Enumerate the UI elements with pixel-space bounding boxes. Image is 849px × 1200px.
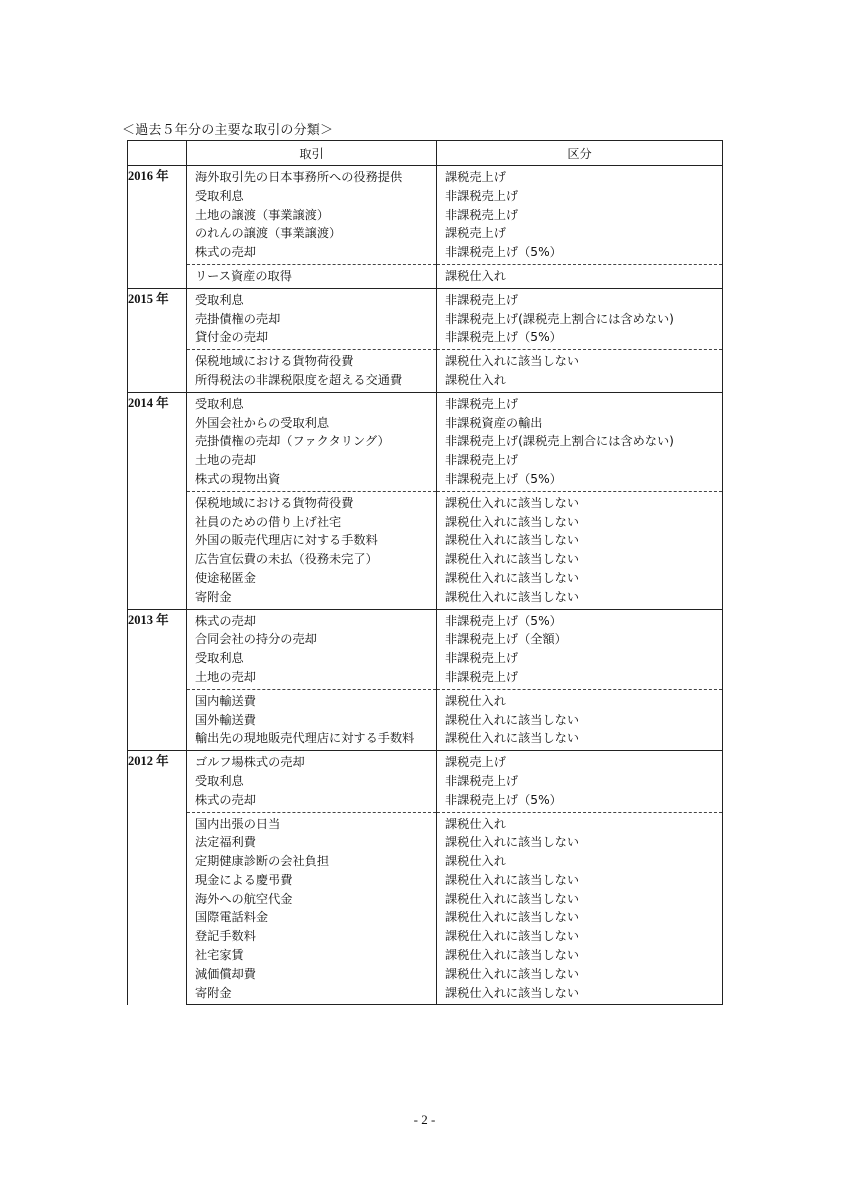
classification-cell — [437, 491, 723, 609]
classification-item: 課税売上げ — [445, 226, 506, 241]
transaction-item: 合同会社の持分の売却 — [195, 632, 317, 647]
transaction-item: 外国会社からの受取利息 — [195, 415, 330, 430]
classification-item: 課税仕入れに該当しない — [445, 552, 580, 567]
classification-item: 非課税売上げ — [445, 453, 519, 468]
transaction-column-header: 取引 — [187, 141, 437, 166]
table-row — [128, 350, 723, 393]
classification-item: 課税仕入れ — [445, 816, 506, 831]
transaction-item: 定期健康診断の会社負担 — [195, 854, 330, 869]
classification-item: 非課税売上げ — [445, 396, 519, 411]
classification-cell — [437, 350, 723, 393]
transaction-item: 輸出先の現地販売代理店に対する手数料 — [195, 731, 415, 746]
transaction-item: 受取利息 — [195, 773, 244, 788]
classification-item: 非課税売上げ（5%） — [445, 471, 562, 486]
classification-item: 非課税売上げ（5%） — [445, 792, 562, 807]
transaction-item: 国内輸送費 — [195, 693, 256, 708]
transaction-item: 保税地域における貨物荷役費 — [195, 495, 354, 510]
classification-item: 課税仕入れに該当しない — [445, 570, 580, 585]
transaction-item: 受取利息 — [195, 292, 244, 307]
transaction-cell — [187, 491, 437, 609]
classification-item: 非課税売上げ(課税売上割合には含めない) — [445, 434, 674, 449]
transaction-item: 社宅家賃 — [195, 948, 244, 963]
table-caption: ＜過去５年分の主要な取引の分類＞ — [122, 123, 334, 138]
transaction-item: のれんの譲渡（事業譲渡） — [195, 226, 342, 241]
year-cell: 2015 年 — [128, 288, 187, 392]
page-number: - 2 - — [413, 1112, 436, 1127]
transaction-item: 法定福利費 — [195, 835, 256, 850]
classification-cell — [437, 609, 723, 689]
transaction-item: 社員のための借り上げ社宅 — [195, 514, 342, 529]
transaction-item: 株式の売却 — [195, 792, 256, 807]
transaction-item: 受取利息 — [195, 651, 244, 666]
classification-item: 非課税売上げ（5%） — [445, 330, 562, 345]
transaction-item: 土地の売却 — [195, 669, 256, 684]
classification-item: 課税仕入れに該当しない — [445, 985, 580, 1000]
table-row — [128, 812, 723, 1005]
classification-item: 課税仕入れ — [445, 854, 506, 869]
transaction-cell — [187, 392, 437, 491]
classification-item: 非課税売上げ（5%） — [445, 245, 562, 260]
year-cell: 2012 年 — [128, 751, 187, 1005]
classification-item: 非課税売上げ（5%） — [445, 613, 562, 628]
classification-item: 課税売上げ — [445, 170, 506, 184]
classification-item: 課税仕入れ — [445, 372, 506, 387]
classification-item: 課税仕入れに該当しない — [445, 533, 580, 548]
transaction-cell — [187, 751, 437, 812]
table-row — [128, 166, 723, 265]
transaction-item: 使途秘匿金 — [195, 570, 256, 585]
classification-cell — [437, 812, 723, 1005]
transaction-item: 国際電話料金 — [195, 910, 269, 925]
table-row — [128, 609, 723, 689]
transaction-cell — [187, 288, 437, 349]
transaction-cell — [187, 350, 437, 393]
classification-item: 課税売上げ — [445, 755, 506, 770]
classification-item: 非課税売上げ（全額） — [445, 632, 567, 647]
transaction-item: ゴルフ場株式の売却 — [195, 755, 305, 770]
year-cell: 2014 年 — [128, 392, 187, 609]
transaction-item: 保税地域における貨物荷役費 — [195, 354, 354, 369]
table-row — [128, 392, 723, 491]
classification-item: 非課税売上げ(課税売上割合には含めない) — [445, 311, 674, 326]
transaction-item: 株式の売却 — [195, 245, 256, 260]
classification-item: 非課税売上げ — [445, 651, 519, 666]
year-cell: 2016 年 — [128, 166, 187, 289]
classification-item: 課税仕入れに該当しない — [445, 910, 580, 925]
classification-item: 非課税売上げ — [445, 773, 519, 788]
transaction-cell — [187, 689, 437, 750]
classification-item: 課税仕入れに該当しない — [445, 966, 580, 981]
transaction-item: 現金による慶弔費 — [195, 872, 293, 887]
classification-cell — [437, 392, 723, 491]
transaction-item: 所得税法の非課税限度を超える交通費 — [195, 372, 403, 387]
classification-cell — [437, 689, 723, 750]
transaction-item: 国外輸送費 — [195, 712, 256, 727]
transaction-item: 海外取引先の日本事務所への役務提供 — [195, 170, 403, 184]
transaction-item: 寄附金 — [195, 985, 232, 1000]
year-column-header — [128, 141, 187, 166]
transaction-item: 土地の譲渡（事業譲渡） — [195, 207, 330, 222]
classification-item: 課税仕入れに該当しない — [445, 929, 580, 944]
classification-item: 課税仕入れ — [445, 693, 506, 708]
transaction-cell — [187, 166, 437, 265]
transaction-classification-table — [127, 140, 723, 1005]
table-row — [128, 689, 723, 750]
transaction-cell — [187, 264, 437, 288]
classification-item: 非課税売上げ — [445, 207, 519, 222]
transaction-item: 株式の現物出資 — [195, 471, 281, 486]
year-cell: 2013 年 — [128, 609, 187, 751]
transaction-item: 受取利息 — [195, 396, 244, 411]
table-body — [128, 166, 723, 1005]
transaction-cell — [187, 609, 437, 689]
classification-item: 非課税売上げ — [445, 292, 519, 307]
table-header-row — [128, 141, 723, 166]
classification-column-header: 区分 — [437, 141, 723, 166]
table-row — [128, 264, 723, 288]
transaction-item: 売掛債権の売却（ファクタリング） — [195, 434, 390, 449]
classification-item: 非課税売上げ — [445, 188, 519, 203]
classification-item: 課税仕入れに該当しない — [445, 835, 580, 850]
classification-item: 課税仕入れに該当しない — [445, 948, 580, 963]
classification-item: 課税仕入れに該当しない — [445, 891, 580, 906]
transaction-item: 登記手数料 — [195, 929, 256, 944]
classification-cell — [437, 264, 723, 288]
classification-item: 課税仕入れに該当しない — [445, 495, 580, 510]
transaction-item: 株式の売却 — [195, 613, 256, 628]
transaction-item: 売掛債権の売却 — [195, 311, 281, 326]
transaction-item: 寄附金 — [195, 589, 232, 604]
transaction-item: 貸付金の売却 — [195, 330, 269, 345]
table-row — [128, 288, 723, 349]
classification-item: 非課税資産の輸出 — [445, 415, 543, 430]
transaction-item: 広告宣伝費の未払（役務未完了） — [195, 552, 378, 567]
classification-item: 課税仕入れに該当しない — [445, 872, 580, 887]
classification-cell — [437, 751, 723, 812]
classification-item: 課税仕入れに該当しない — [445, 731, 580, 746]
transaction-item: 外国の販売代理店に対する手数料 — [195, 533, 378, 548]
table-row — [128, 751, 723, 812]
transaction-item: リース資産の取得 — [195, 268, 292, 283]
classification-cell — [437, 288, 723, 349]
classification-item: 非課税売上げ — [445, 669, 519, 684]
classification-item: 課税仕入れに該当しない — [445, 589, 580, 604]
transaction-item: 国内出張の日当 — [195, 816, 281, 831]
transaction-item: 受取利息 — [195, 188, 244, 203]
classification-item: 課税仕入れ — [445, 268, 506, 283]
classification-item: 課税仕入れに該当しない — [445, 354, 580, 369]
transaction-item: 海外への航空代金 — [195, 891, 293, 906]
classification-item: 課税仕入れに該当しない — [445, 514, 580, 529]
classification-cell — [437, 166, 723, 265]
classification-item: 課税仕入れに該当しない — [445, 712, 580, 727]
transaction-item: 土地の売却 — [195, 453, 256, 468]
transaction-item: 減価償却費 — [195, 966, 256, 981]
table-row — [128, 491, 723, 609]
transaction-cell — [187, 812, 437, 1005]
